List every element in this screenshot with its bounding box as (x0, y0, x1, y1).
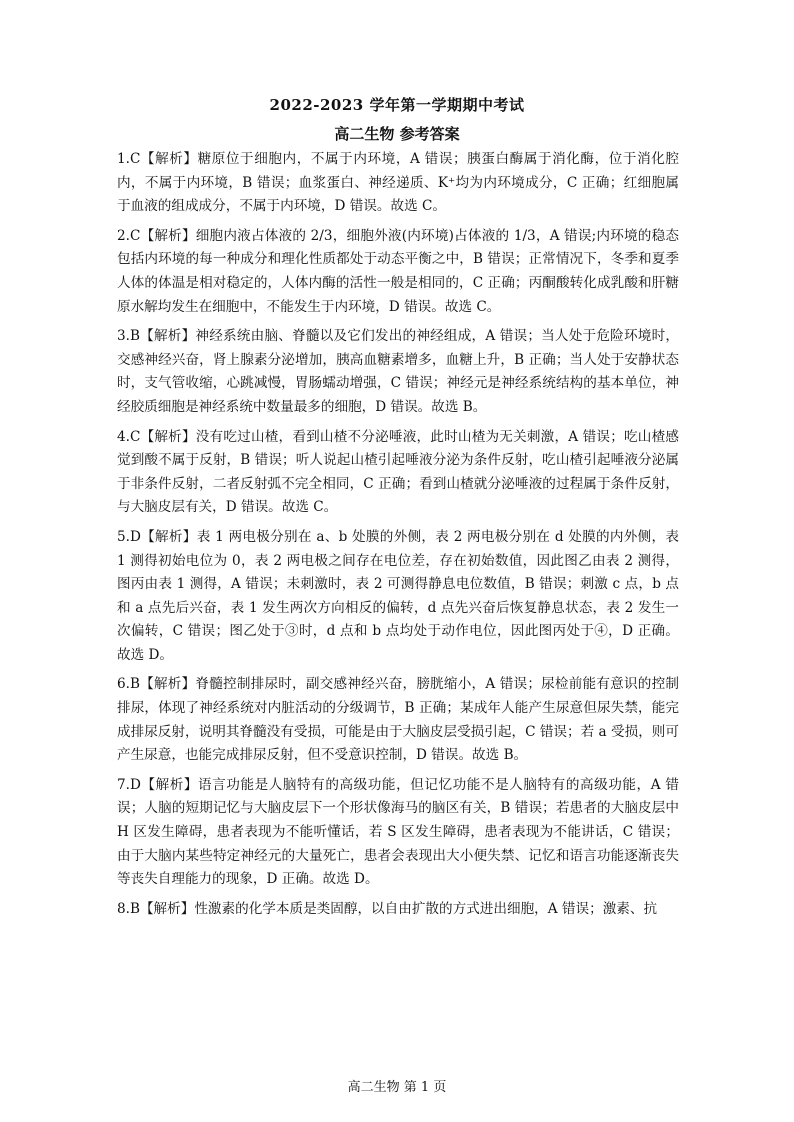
exam-title: 2022-2023 学年第一学期期中考试 (269, 96, 525, 114)
answer-item-4: 4.C【解析】没有吃过山楂，看到山楂不分泌唾液，此时山楂为无关刺激，A 错误；吃山楂感觉到酸不属于反射，B 错误；听人说起山楂引起唾液分泌为条件反射，吃山楂引起唾液分泌属于非条件反射，二者反射弧不完全相同，C 正确；看到山楂就分泌唾液的过程属于条件反射，与大脑皮层有关，D 错误。故选 C。 (117, 428, 679, 516)
page-footer: 高二生物 第 1 页 (347, 1080, 447, 1095)
answer-item-3: 3.B【解析】神经系统由脑、脊髓以及它们发出的神经组成，A 错误；当人处于危险环境时，交感神经兴奋，肾上腺素分泌增加，胰高血糖素增多，血糖上升，B 正确；当人处于安静状态时，支气管收缩，心跳减慢，胃肠蠕动增强，C 错误；神经元是神经系统结构的基本单位，神经胶质细胞是神经系统中数量最多的细胞，D 错误。故选 B。 (117, 328, 679, 415)
answer-list (117, 148, 679, 927)
answer-item-7: 7.D【解析】语言功能是人脑特有的高级功能，但记忆功能不是人脑特有的高级功能，A 错误；人脑的短期记忆与大脑皮层下一个形状像海马的脑区有关，B 错误；若患者的大脑皮层中 H 区发生障碍，患者表现为不能听懂话，若 S 区发生障碍，患者表现为不能讲话，C 错误；由于大脑内某些特定神经元的大量死亡，患者会表现出大小便失禁、记忆和语言功能逐渐丧失等丧失自理能力的现象，D 正确。故选 D。 (117, 776, 679, 888)
answer-item-2: 2.C【解析】细胞内液占体液的 2/3，细胞外液(内环境)占体液的 1/3，A 错误;内环境的稳态包括内环境的每一种成分和理化性质都处于动态平衡之中，B 错误；正常情况下，冬季和夏季人体的体温是相对稳定的，人体内酶的活性一般是相同的，C 正确；丙酮酸转化成乳酸和肝糖原水解均发生在细胞中，不能发生于内环境，D 错误。故选 C。 (117, 227, 679, 315)
answer-item-1: 1.C【解析】糖原位于细胞内，不属于内环境，A 错误；胰蛋白酶属于消化酶，位于消化腔内，不属于内环境，B 错误；血浆蛋白、神经递质、K⁺均为内环境成分，C 正确；红细胞属于血液的组成成分，不属于内环境，D 错误。故选 C。 (117, 151, 679, 215)
answer-item-8: 8.B【解析】性激素的化学本质是类固醇，以自由扩散的方式进出细胞，A 错误；激素、抗 (117, 900, 658, 917)
answer-item-5: 5.D【解析】表 1 两电极分别在 a、b 处膜的外侧，表 2 两电极分别在 d 处膜的内外侧，表 1 测得初始电位为 0，表 2 两电极之间存在电位差，存在初始数值，因此图乙由表 2 测得，图丙由表 1 测得，A 错误；未刺激时，表 2 可测得静息电位数值，B 错误；刺激 c 点，b 点和 a 点先后兴奋，表 1 发生两次方向相反的偏转，d 点先兴奋后恢复静息状态，表 2 发生一次偏转，C 错误；图乙处于③时，d 点和 b 点均处于动作电位，因此图丙处于④，D 正确。故选 D。 (117, 528, 679, 663)
answer-item-6: 6.B【解析】脊髓控制排尿时，副交感神经兴奋，膀胱缩小，A 错误；尿检前能有意识的控制排尿，体现了神经系统对内脏活动的分级调节，B 正确；某成年人能产生尿意但尿失禁，能完成排尿反射，说明其脊髓没有受损，可能是由于大脑皮层受损引起，C 错误；若 a 受损，则可产生尿意，也能完成排尿反射，但不受意识控制，D 错误。故选 B。 (117, 676, 679, 764)
answer-key-subtitle: 高二生物 参考答案 (334, 125, 460, 143)
